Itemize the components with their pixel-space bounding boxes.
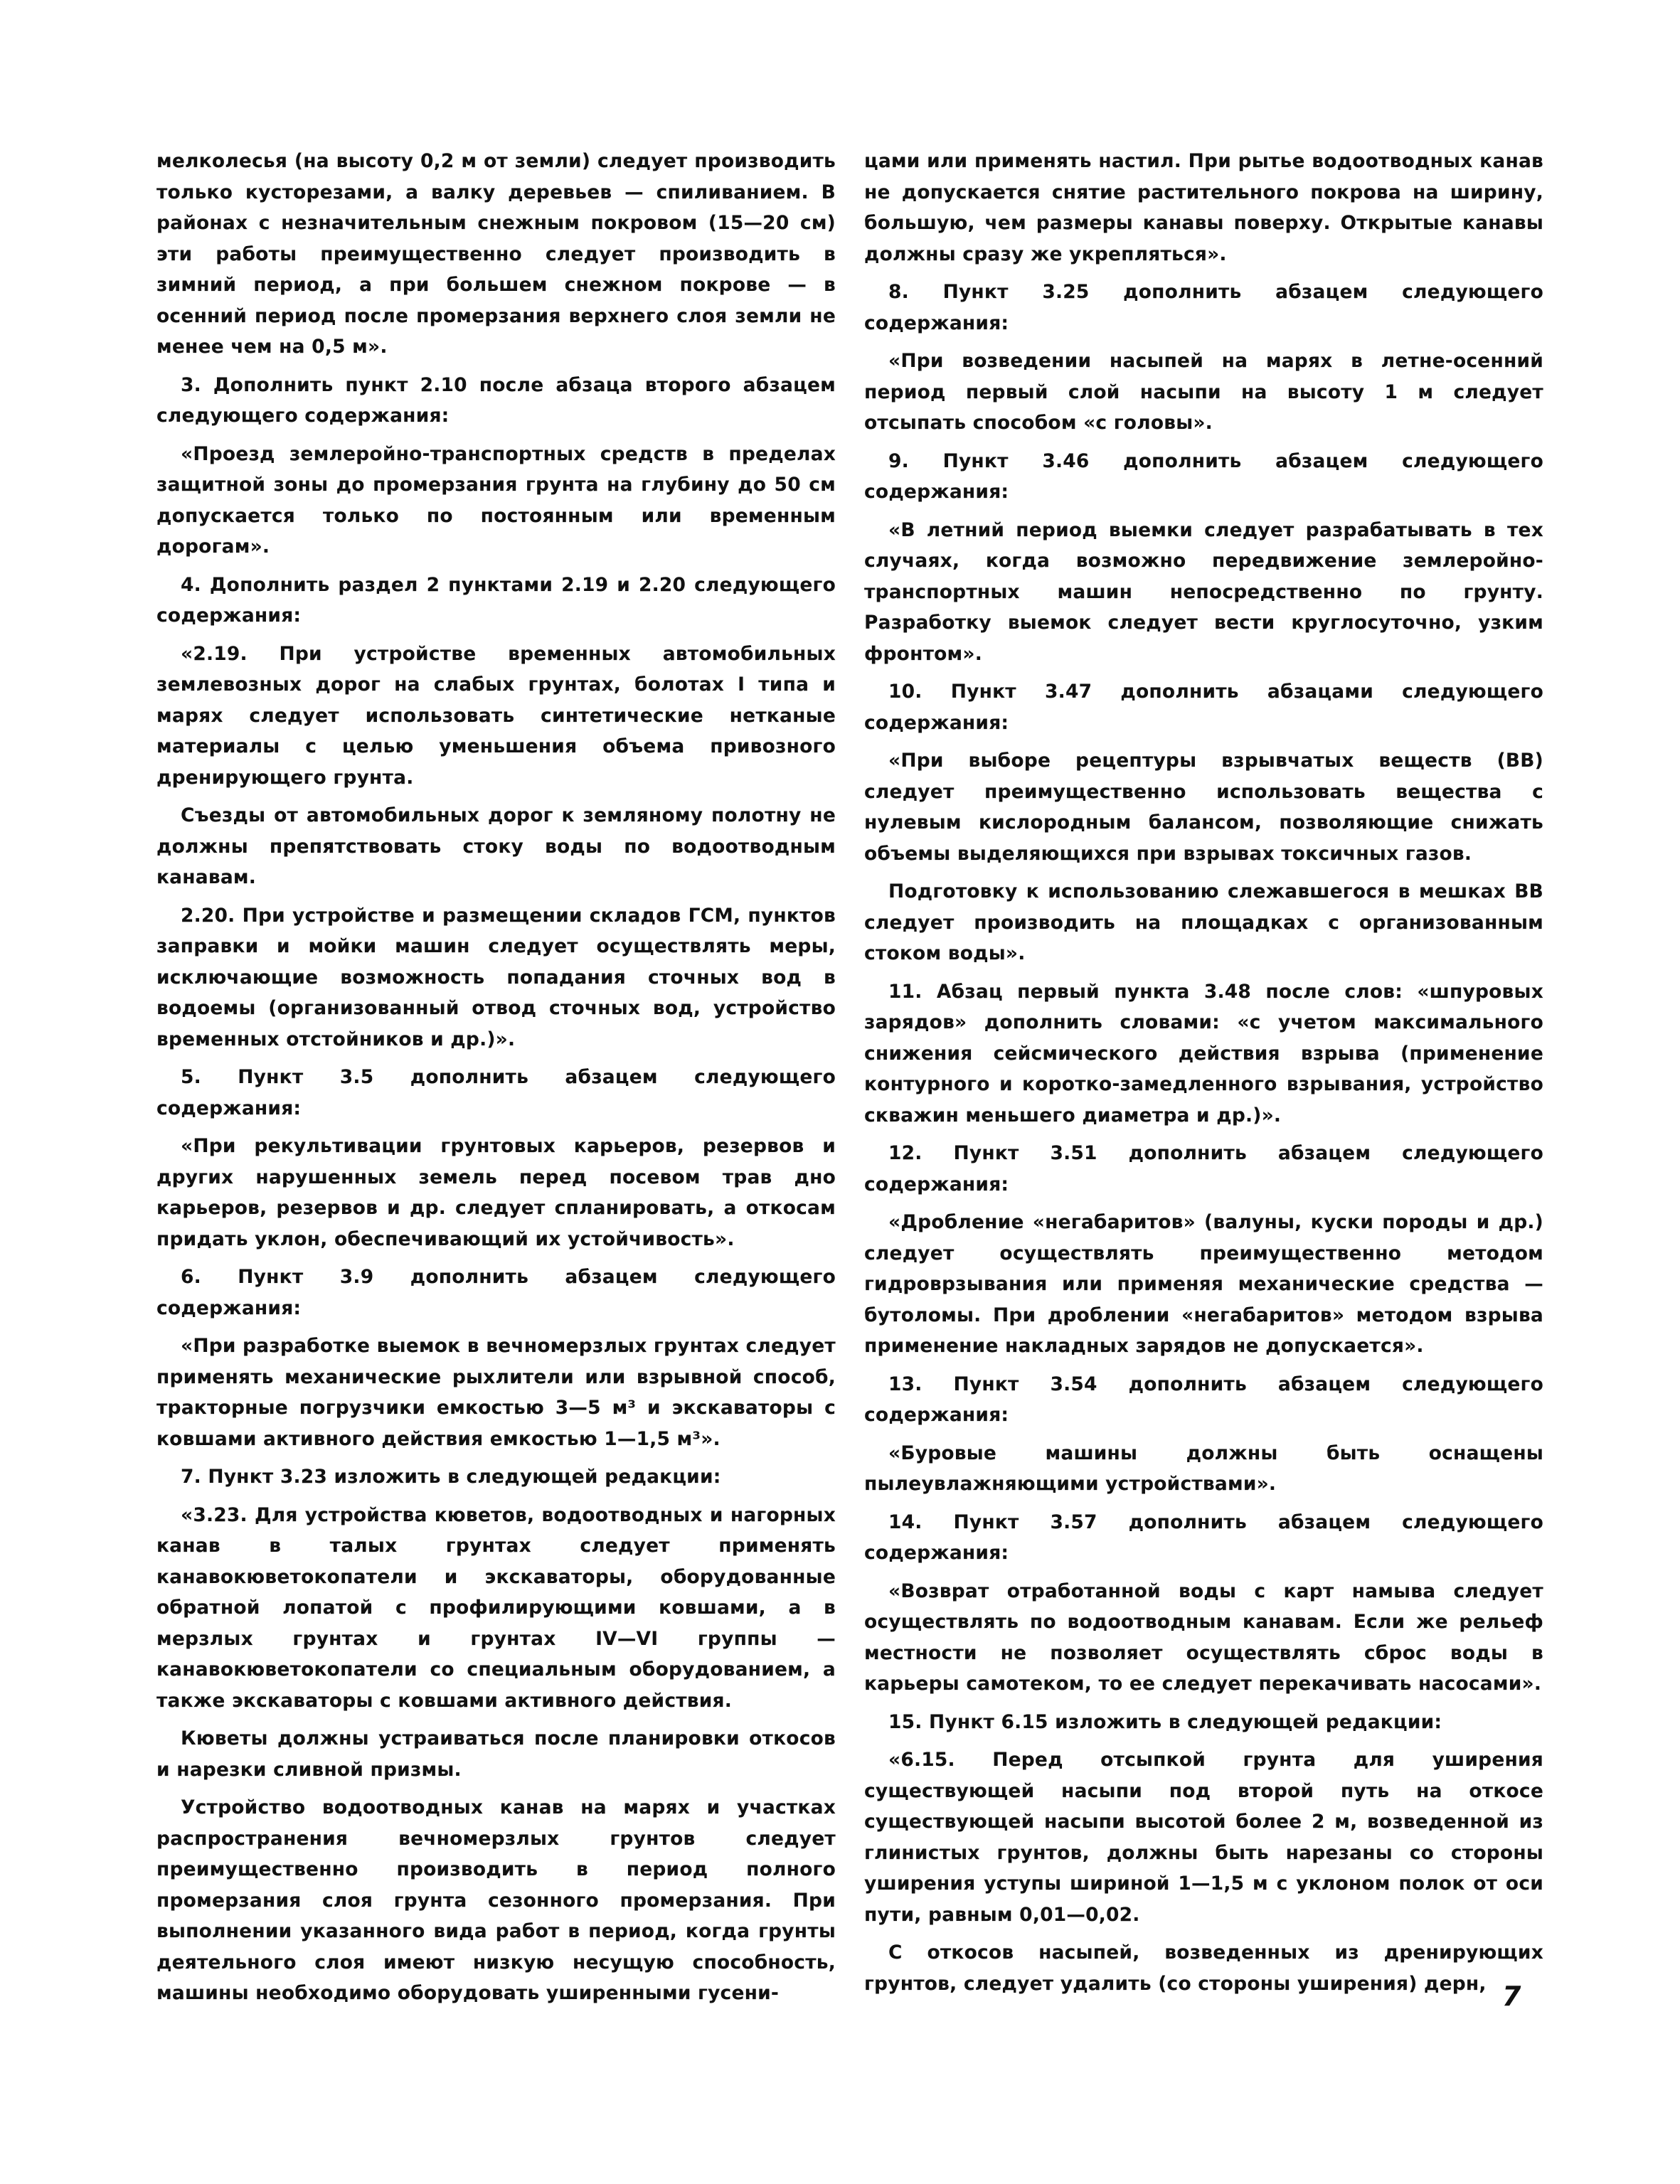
paragraph: «При рекультивации грунтовых карьеров, резервов и других нарушенных земель перед посевом трав дно карьеров, резервов и др. следует спланировать, а откосам придать уклон, обеспечивающий их устойчивость». [156,1135,836,1250]
left-column [156,146,836,2016]
paragraph: «Возврат отработанной воды с карт намыва следует осуществлять по водоотводным канавам. Если же рельеф местности не позволяет осуществлять сброс воды в карьеры самотеком, то ее следует перекачивать насосами». [864,1580,1543,1695]
paragraph: «3.23. Для устройства кюветов, водоотводных и нагорных канав в талых грунтах следует применять канавокюветокопатели и экскаваторы, оборудованные обратной лопатой с профилирующими ковшами, а в мерзлых грунтах и грунтах IV—VI группы — канавокюветокопатели со специальным оборудованием, а также экскаваторы с ковшами активного действия. [156,1503,836,1712]
paragraph: «2.19. При устройстве временных автомобильных землевозных дорог на слабых грунтах, болотах I типа и марях следует использовать синтетические нетканые материалы с целью уменьшения объема привозного дренирующего грунта. [156,642,836,789]
paragraph: 15. Пункт 6.15 изложить в следующей редакции: [888,1710,1442,1733]
paragraph: «В летний период выемки следует разрабатывать в тех случаях, когда возможно передвижение землеройно-транспортных машин непосредственно по грунту. Разработку выемок следует вести круглосуточно, узким фронтом». [864,518,1543,665]
paragraph: 14. Пункт 3.57 дополнить абзацем следующего содержания: [864,1511,1543,1564]
paragraph: Кюветы должны устраиваться после планировки откосов и нарезки сливной призмы. [156,1727,836,1781]
paragraph: 13. Пункт 3.54 дополнить абзацем следующего содержания: [864,1373,1543,1426]
paragraph: «При выборе рецептуры взрывчатых веществ (ВВ) следует преимущественно использовать вещества с нулевым кислородным балансом, позволяющие снижать объемы выделяющихся при взрывах токсичных газов. [864,750,1543,865]
paragraph: «6.15. Перед отсыпкой грунта для уширения существующей насыпи под второй путь на откосе существующей насыпи высотой более 2 м, возведенной из глинистых грунтов, должны быть нарезаны со стороны уширения уступы шириной 1—1,5 м с уклоном полок от оси пути, равным 0,01—0,02. [864,1749,1543,1926]
paragraph: цами или применять настил. При рытье водоотводных канав не допускается снятие растительного покрова на ширину, большую, чем размеры канавы поверху. Открытые канавы должны сразу же укрепляться». [864,150,1543,265]
paragraph: 8. Пункт 3.25 дополнить абзацем следующего содержания: [864,281,1543,334]
paragraph: 3. Дополнить пункт 2.10 после абзаца второго абзацем следующего содержания: [156,373,836,427]
paragraph: 7. Пункт 3.23 изложить в следующей редакции: [181,1466,721,1488]
paragraph: «При возведении насыпей на марях в летне-осенний период первый слой насыпи на высоту 1 м следует отсыпать способом «с головы». [864,350,1543,434]
paragraph: Съезды от автомобильных дорог к земляному полотну не должны препятствовать стоку воды по водоотводным канавам. [156,804,836,888]
paragraph: «Буровые машины должны быть оснащены пылеувлажняющими устройствами». [864,1442,1543,1495]
page-number: 7 [1502,1981,1521,2012]
paragraph: 10. Пункт 3.47 дополнить абзацами следующего содержания: [864,681,1543,734]
paragraph: 2.20. При устройстве и размещении складов ГСМ, пунктов заправки и мойки машин следует осуществлять меры, исключающие возможность попадания сточных вод в водоемы (организованный отвод сточных вод, устройство временных отстойников и др.)». [156,904,836,1050]
paragraph: Подготовку к использованию слежавшегося в мешках ВВ следует производить на площадках с организованным стоком воды». [864,880,1543,964]
right-column [864,146,1543,2006]
paragraph: С откосов насыпей, возведенных из дренирующих грунтов, следует удалить (со стороны уширения) дерн, [864,1941,1543,1995]
paragraph: 4. Дополнить раздел 2 пунктами 2.19 и 2.20 следующего содержания: [156,573,836,627]
paragraph: 9. Пункт 3.46 дополнить абзацем следующего содержания: [864,449,1543,503]
paragraph: 12. Пункт 3.51 дополнить абзацем следующего содержания: [864,1142,1543,1195]
paragraph: «Дробление «негабаритов» (валуны, куски породы и др.) следует осуществлять преимущественно методом гидроврзывания или применяя механические средства — бутоломы. При дроблении «негабаритов» методом взрыва применение накладных зарядов не допускается». [864,1211,1543,1357]
paragraph: Устройство водоотводных канав на марях и участках распространения вечномерзлых грунтов следует преимущественно производить в период полного промерзания слоя грунта сезонного промерзания. При выполнении указанного вида работ в период, когда грунты деятельного слоя имеют низкую несущую способность, машины необходимо оборудовать уширенными гусени- [156,1796,836,2004]
paragraph: 11. Абзац первый пункта 3.48 после слов: «шпуровых зарядов» дополнить словами: «с учетом максимального снижения сейсмического действия взрыва (применение контурного и коротко-замедленного взрывания, устройство скважин меньшего диаметра и др.)». [864,980,1543,1126]
paragraph: «Проезд землеройно-транспортных средств в пределах защитной зоны до промерзания грунта на глубину до 50 см допускается только по постоянным или временным дорогам». [156,442,836,558]
paragraph: 6. Пункт 3.9 дополнить абзацем следующего содержания: [156,1266,836,1319]
paragraph: 5. Пункт 3.5 дополнить абзацем следующего содержания: [156,1066,836,1119]
paragraph: мелколесья (на высоту 0,2 м от земли) следует производить только кусторезами, а валку деревьев — спиливанием. В районах с незначительным снежным покровом (15—20 см) эти работы преимущественно следует производить в зимний период, а при большем снежном покрове — в осенний период после промерзания верхнего слоя земли не менее чем на 0,5 м». [156,150,836,358]
paragraph: «При разработке выемок в вечномерзлых грунтах следует применять механические рыхлители или взрывной способ, тракторные погрузчики емкостью 3—5 м³ и экскаваторы с ковшами активного действия емкостью 1—1,5 м³». [156,1335,836,1450]
